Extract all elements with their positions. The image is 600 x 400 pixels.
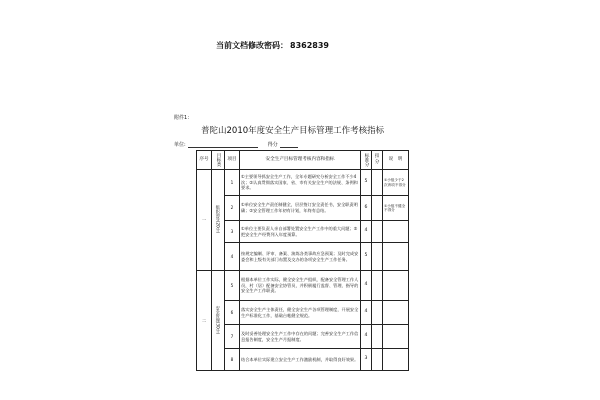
header-score: 标准分 <box>361 151 372 170</box>
row-item: 7 <box>225 325 240 349</box>
assessment-table <box>196 150 409 371</box>
document-title: 普陀山2010年度安全生产目标管理工作考核指标 <box>201 126 385 136</box>
row-content: 落实安全生产主体责任，健全安全生产各项管理制度，开展安全生产标准化工作，基础台帐健全规范。 <box>240 301 361 325</box>
row-note <box>383 301 409 325</box>
row-score: 4 <box>361 325 372 349</box>
password-line <box>216 40 329 51</box>
row-note: ①小组不健全不得分 <box>383 196 409 221</box>
header-category: 目标类 <box>212 151 225 170</box>
attachment-label: 附件1： <box>174 115 193 121</box>
row-deduct <box>372 349 383 371</box>
row-score: 5 <box>361 243 372 271</box>
row-note <box>383 221 409 243</box>
header-note: 说 明 <box>383 151 409 170</box>
row-deduct <box>372 221 383 243</box>
section-category-text: 组织领导(20分) <box>215 205 221 234</box>
table-header-row <box>197 151 409 170</box>
table-row <box>197 325 409 349</box>
table-row <box>197 196 409 221</box>
password-label: 当前文档修改密码： <box>216 41 288 50</box>
row-note: ①小组少于2次该项不得分 <box>383 170 409 196</box>
section-category-text: 安全管理(30分) <box>215 305 221 334</box>
section-category <box>212 271 225 371</box>
row-content: ①单位安全生产责任制健全，层层签订安全责任书，安全职责明确；②安全管理工作年初有计划，年终有总结。 <box>240 196 361 221</box>
row-score: 4 <box>361 301 372 325</box>
row-item: 3 <box>225 221 240 243</box>
table-row <box>197 243 409 271</box>
row-score: 5 <box>361 170 372 196</box>
row-content: 按规定编制、评审、备案、演练各类事故应急预案；及时完成安委会和上级有关部门布置及交办的各项安全生产工作任务。 <box>240 243 361 271</box>
row-item: 8 <box>225 349 240 371</box>
row-item: 2 <box>225 196 240 221</box>
table-row <box>197 221 409 243</box>
row-note <box>383 349 409 371</box>
row-score: 6 <box>361 196 372 221</box>
row-deduct <box>372 301 383 325</box>
row-deduct <box>372 325 383 349</box>
score-label: 得分 <box>267 142 278 148</box>
row-content: ①主要领导抓安全生产工作，全年专题研究分析安全工作不少4次；②认真贯彻落实国家、省、市有关安全生产的法规、条例和要求。 <box>240 170 361 196</box>
score-blank <box>280 147 298 148</box>
password-value: 8362839 <box>290 41 329 50</box>
row-note <box>383 243 409 271</box>
section-category <box>212 170 225 271</box>
row-score: 3 <box>361 349 372 371</box>
row-content: 结合本单位实际建立安全生产工作激励机制，并取得良好效果。 <box>240 349 361 371</box>
header-seq: 序号 <box>197 151 212 170</box>
header-deduct: 扣分 <box>372 151 383 170</box>
row-content: 及时妥善处理安全生产工作中存在的问题；完善安全生产工作信息报告制度，安全生产月报制度。 <box>240 325 361 349</box>
row-item: 4 <box>225 243 240 271</box>
row-item: 1 <box>225 170 240 196</box>
unit-blank <box>188 147 258 148</box>
row-score: 4 <box>361 271 372 301</box>
table-row <box>197 170 409 196</box>
row-content: 根据本单位工作实际，健全安全生产组织，配备安全管理工作人员，村（居）配备安全协管员，并积极履行监督、管理、指导的安全生产工作职责。 <box>240 271 361 301</box>
table-row <box>197 301 409 325</box>
row-deduct <box>372 196 383 221</box>
row-item: 6 <box>225 301 240 325</box>
section-seq: 二 <box>197 271 212 371</box>
row-note <box>383 271 409 301</box>
row-deduct <box>372 271 383 301</box>
row-deduct <box>372 170 383 196</box>
unit-label: 单位: <box>174 142 186 148</box>
row-deduct <box>372 243 383 271</box>
header-item: 项目 <box>225 151 240 170</box>
table-row <box>197 271 409 301</box>
row-note <box>383 325 409 349</box>
table-row <box>197 349 409 371</box>
section-seq: 一 <box>197 170 212 271</box>
row-item: 5 <box>225 271 240 301</box>
row-score: 4 <box>361 221 372 243</box>
header-content: 安全生产目标管理考核内容和指标 <box>240 151 361 170</box>
unit-score-row <box>174 141 298 148</box>
row-content: ①单位主要负责人亲自部署处置安全生产工作中的重大问题；②把安全生产经费列入年度预算。 <box>240 221 361 243</box>
